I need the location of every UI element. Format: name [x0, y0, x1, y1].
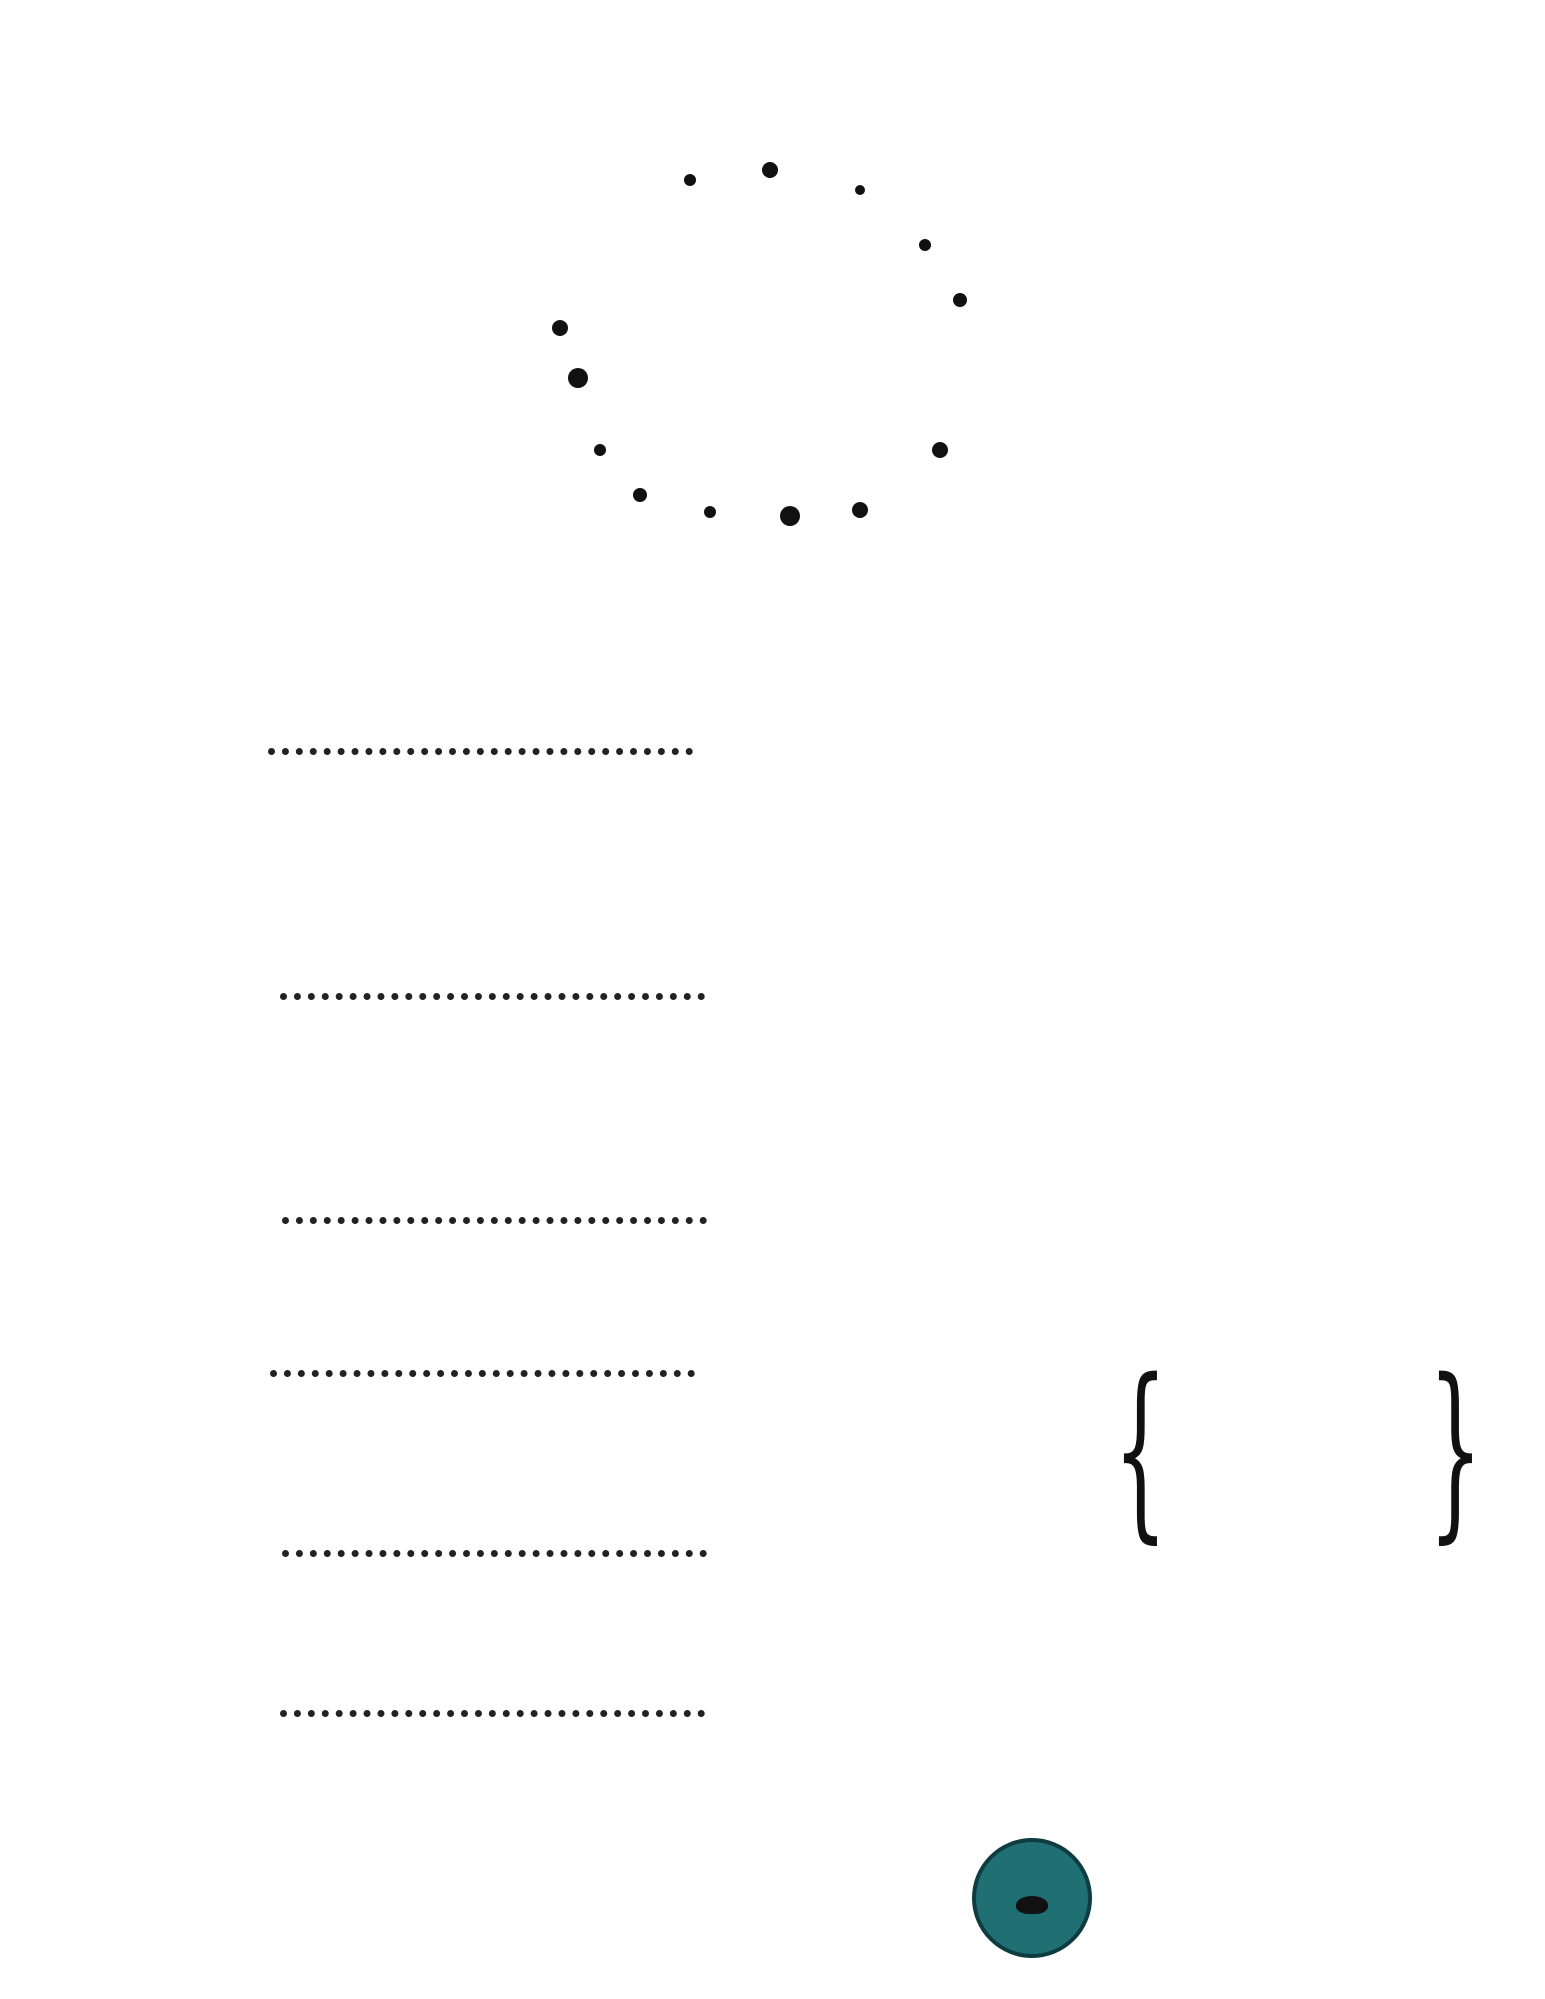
note-right-brace: }: [1428, 1339, 1483, 1560]
picnic-playdate-label: [191, 1619, 195, 1670]
school-time-splatter: [530, 150, 980, 530]
event-no-school-picnic: [173, 1615, 195, 1675]
divider: [282, 1217, 707, 1224]
orca-icon: [1016, 1896, 1048, 1914]
divider: [280, 1710, 705, 1717]
staggered-start-note: [1085, 1339, 1483, 1583]
divider: [282, 1550, 707, 1557]
ptsa-logo: [972, 1838, 1092, 1958]
note-left-brace: {: [1113, 1339, 1168, 1560]
no-school-label: [173, 1619, 177, 1670]
school-time-logo: [530, 150, 980, 530]
divider: [268, 748, 693, 755]
divider: [280, 993, 705, 1000]
divider: [270, 1370, 695, 1377]
